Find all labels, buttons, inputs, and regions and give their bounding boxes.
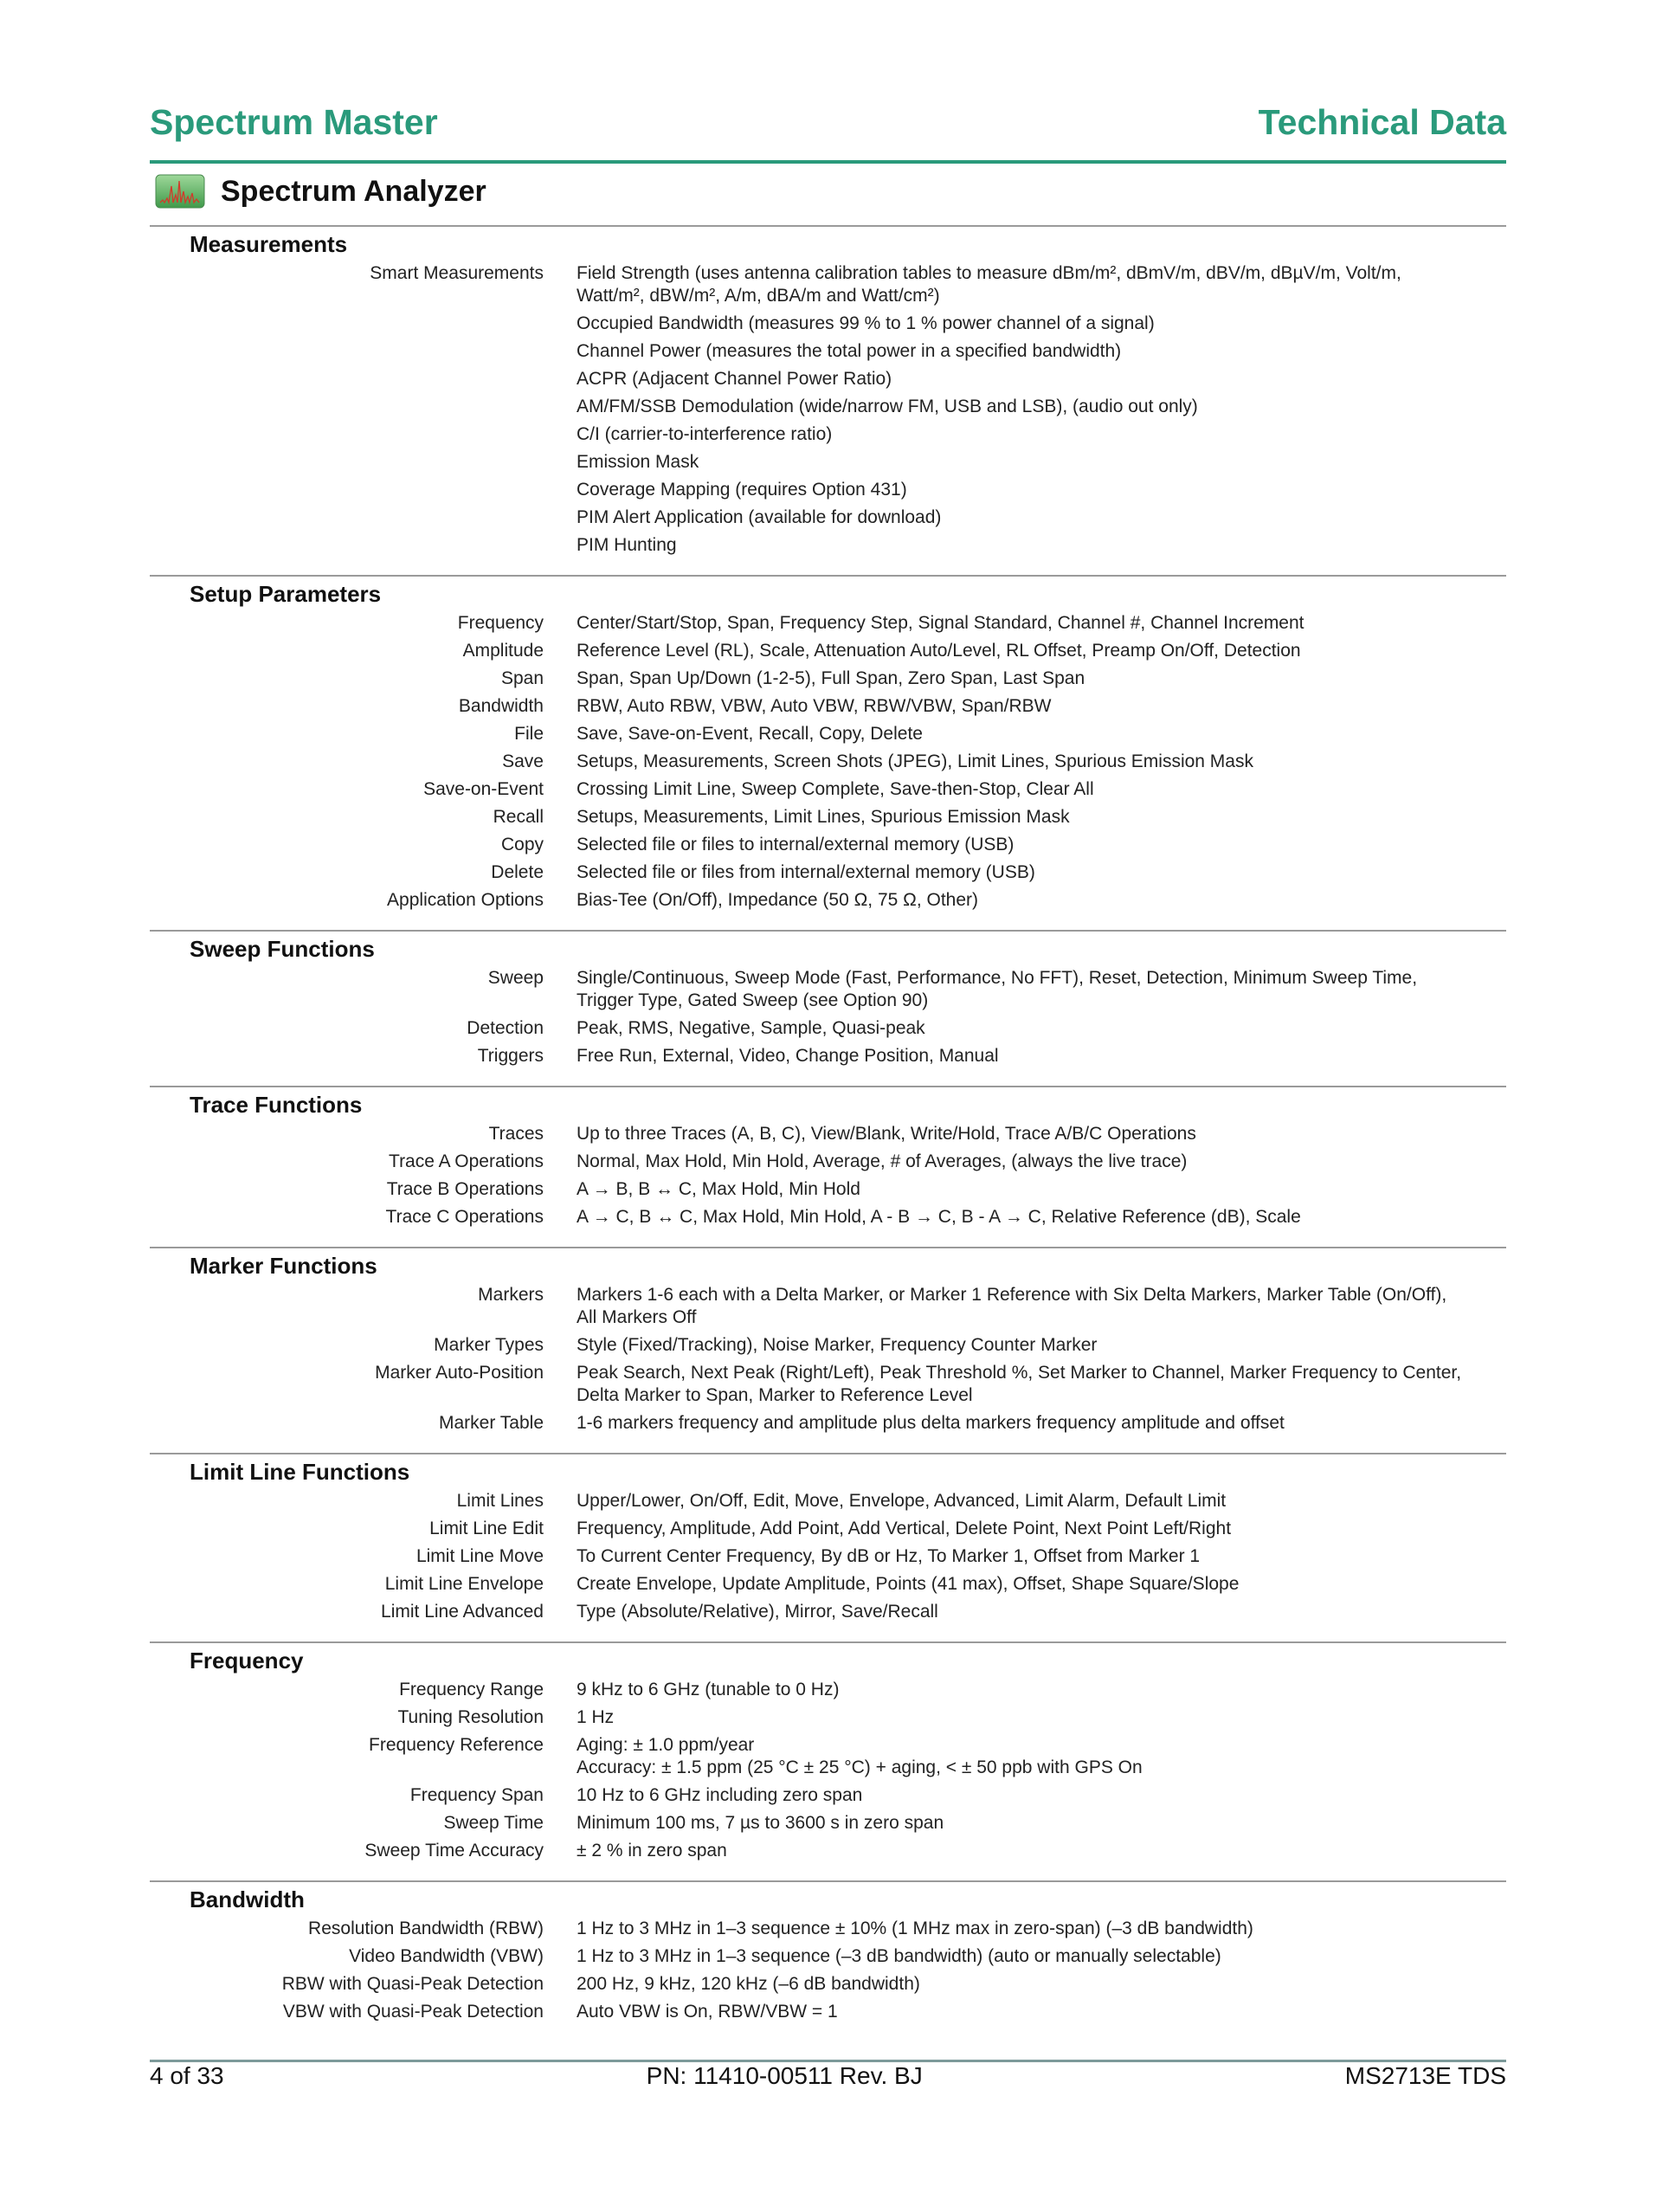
section-heading: Trace Functions xyxy=(190,1092,363,1118)
section-heading: Sweep Functions xyxy=(190,936,375,962)
spec-row xyxy=(150,1042,1506,1070)
spec-value-line: Peak Search, Next Peak (Right/Left), Peak Threshold %, Set Marker to Channel, Marker Frequency to Center, xyxy=(577,1363,1462,1383)
spec-section xyxy=(150,225,1506,575)
spec-value-line: Type (Absolute/Relative), Mirror, Save/Recall xyxy=(577,1602,938,1622)
spec-value xyxy=(577,723,923,745)
spec-value-line: Style (Fixed/Tracking), Noise Marker, Frequency Counter Marker xyxy=(577,1335,1098,1355)
spec-label: Limit Line Edit xyxy=(429,1519,544,1538)
spec-value-line: RBW, Auto RBW, VBW, Auto VBW, RBW/VBW, Span/RBW xyxy=(577,696,1052,716)
spec-label: Tuning Resolution xyxy=(397,1707,544,1727)
spec-value-line: Setups, Measurements, Screen Shots (JPEG), Limit Lines, Spurious Emission Mask xyxy=(577,751,1253,771)
spec-label: Copy xyxy=(500,835,544,854)
page-footer xyxy=(150,2061,1506,2091)
spec-row xyxy=(150,720,1506,748)
spec-label: Amplitude xyxy=(462,641,544,661)
spec-row xyxy=(150,693,1506,720)
spec-row xyxy=(150,1704,1506,1732)
spec-row xyxy=(150,1970,1506,1998)
spec-row xyxy=(150,1203,1506,1231)
spec-value-line: A → C, B ↔ C, Max Hold, Min Hold, A - B → C, B - A → C, Relative Reference (dB), Scale xyxy=(577,1207,1301,1227)
spec-section xyxy=(150,1086,1506,1247)
spec-label xyxy=(150,506,544,529)
spec-row xyxy=(150,1359,1506,1409)
spec-label xyxy=(150,534,544,557)
spec-value-line: PIM Alert Application (available for download) xyxy=(577,507,942,527)
spec-value xyxy=(577,368,892,390)
spec-value-line: Minimum 100 ms, 7 µs to 3600 s in zero span xyxy=(577,1813,944,1833)
spec-row xyxy=(150,776,1506,803)
spec-row xyxy=(150,532,1506,559)
spec-value-line: 10 Hz to 6 GHz including zero span xyxy=(577,1785,863,1805)
spec-value xyxy=(577,1945,1221,1968)
spec-value xyxy=(577,423,832,446)
spec-value-line: Delta Marker to Span, Marker to Reference Level xyxy=(577,1385,973,1405)
spec-value xyxy=(577,396,1198,418)
spec-value-line: ± 2 % in zero span xyxy=(577,1841,727,1861)
spec-value xyxy=(577,1973,920,1996)
spec-row xyxy=(150,831,1506,859)
spec-value-line: Trigger Type, Gated Sweep (see Option 90) xyxy=(577,990,929,1010)
spec-label: Sweep Time xyxy=(443,1813,544,1833)
spec-label: Marker Auto-Position xyxy=(375,1363,544,1383)
spec-label: Resolution Bandwidth (RBW) xyxy=(308,1919,544,1938)
spec-value-line: 1 Hz to 3 MHz in 1–3 sequence ± 10% (1 MHz max in zero-span) (–3 dB bandwidth) xyxy=(577,1919,1253,1938)
spec-row xyxy=(150,803,1506,831)
spec-label: VBW with Quasi-Peak Detection xyxy=(282,2002,544,2022)
spec-label: Sweep Time Accuracy xyxy=(364,1841,544,1861)
spec-value-line: Occupied Bandwidth (measures 99 % to 1 % power channel of a signal) xyxy=(577,313,1155,333)
spec-label: Limit Lines xyxy=(456,1491,544,1511)
spec-value-line: Single/Continuous, Sweep Mode (Fast, Performance, No FFT), Reset, Detection, Minimum Sweep Time, xyxy=(577,968,1418,988)
spec-value xyxy=(577,695,1052,718)
spec-value-line: Selected file or files to internal/external memory (USB) xyxy=(577,835,1015,854)
spec-row xyxy=(150,1782,1506,1809)
spec-value xyxy=(577,1918,1253,1940)
spec-row xyxy=(150,609,1506,637)
spectrum-analyzer-icon xyxy=(155,174,205,209)
spec-value xyxy=(577,1784,862,1807)
spec-value xyxy=(577,1284,1446,1329)
spec-row xyxy=(150,1148,1506,1176)
spec-value xyxy=(577,861,1035,884)
spec-label: Frequency xyxy=(457,613,544,633)
spec-value-line: Center/Start/Stop, Span, Frequency Step, Signal Standard, Channel #, Channel Increment xyxy=(577,613,1304,633)
spec-label: Application Options xyxy=(387,890,544,910)
spec-label: Save xyxy=(502,751,544,771)
spec-value xyxy=(577,1812,944,1835)
spec-value xyxy=(577,806,1070,829)
spec-value-line: Span, Span Up/Down (1-2-5), Full Span, Zero Span, Last Span xyxy=(577,668,1085,688)
spec-value-line: Frequency, Amplitude, Add Point, Add Vertical, Delete Point, Next Point Left/Right xyxy=(577,1519,1232,1538)
spec-row xyxy=(150,859,1506,887)
section-heading: Frequency xyxy=(190,1648,304,1674)
spec-value xyxy=(577,1679,839,1701)
spec-label: Sweep xyxy=(487,968,544,988)
spec-section xyxy=(150,930,1506,1086)
spec-value-line: Markers 1-6 each with a Delta Marker, or Marker 1 Reference with Six Delta Markers, Marker Table (On/Off), xyxy=(577,1285,1447,1305)
spec-row xyxy=(150,1809,1506,1837)
spec-value xyxy=(577,1706,614,1729)
spec-value-line: Bias-Tee (On/Off), Impedance (50 Ω, 75 Ω, Other) xyxy=(577,890,979,910)
spec-label: Trace A Operations xyxy=(389,1151,544,1171)
spec-value-line: A → B, B ↔ C, Max Hold, Min Hold xyxy=(577,1179,860,1199)
spec-row xyxy=(150,421,1506,448)
spec-value-line: 1 Hz xyxy=(577,1707,615,1727)
spec-value xyxy=(577,1545,1200,1568)
spec-section xyxy=(150,1453,1506,1641)
spec-table xyxy=(150,225,1506,2041)
spec-label xyxy=(150,423,544,446)
document-id: MS2713E TDS xyxy=(1344,2062,1506,2089)
spec-value xyxy=(577,1490,1226,1512)
spec-value-line: Coverage Mapping (requires Option 431) xyxy=(577,480,907,500)
spec-label: Frequency Reference xyxy=(369,1735,544,1755)
section-heading: Measurements xyxy=(190,231,348,257)
spec-value-line: 1-6 markers frequency and amplitude plus delta markers frequency amplitude and offset xyxy=(577,1413,1285,1433)
spec-label: Markers xyxy=(478,1285,544,1305)
spec-value xyxy=(577,640,1301,662)
spec-row xyxy=(150,748,1506,776)
spec-label: Marker Types xyxy=(434,1335,544,1355)
spec-value-line: Aging: ± 1.0 ppm/year xyxy=(577,1735,755,1755)
spec-value xyxy=(577,479,907,501)
spec-row xyxy=(150,637,1506,665)
spec-value-line: C/I (carrier-to-interference ratio) xyxy=(577,424,833,444)
spec-row xyxy=(150,448,1506,476)
spec-value xyxy=(577,1206,1301,1229)
spec-value xyxy=(577,778,1094,801)
spec-row xyxy=(150,504,1506,532)
spec-value xyxy=(577,1017,925,1040)
spec-value-line: Upper/Lower, On/Off, Edit, Move, Envelope, Advanced, Limit Alarm, Default Limit xyxy=(577,1491,1227,1511)
spec-label: RBW with Quasi-Peak Detection xyxy=(281,1974,544,1994)
spec-row xyxy=(150,260,1506,310)
spec-value-line: Create Envelope, Update Amplitude, Points (41 max), Offset, Shape Square/Slope xyxy=(577,1574,1240,1594)
spec-value xyxy=(577,612,1304,635)
spec-value xyxy=(577,1045,999,1067)
page-header xyxy=(150,102,1506,143)
spec-label: Triggers xyxy=(477,1046,544,1066)
spec-row xyxy=(150,1543,1506,1570)
spec-value-line: All Markers Off xyxy=(577,1307,697,1327)
spec-value xyxy=(577,2001,838,2023)
spec-value xyxy=(577,1573,1239,1596)
product-title: Spectrum Master xyxy=(150,102,438,142)
spec-row xyxy=(150,476,1506,504)
spec-label: Span xyxy=(500,668,544,688)
spec-row xyxy=(150,365,1506,393)
spec-value xyxy=(577,834,1014,856)
section-heading: Bandwidth xyxy=(190,1886,305,1912)
spec-label: Bandwidth xyxy=(458,696,544,716)
spec-row xyxy=(150,665,1506,693)
spec-label: Limit Line Advanced xyxy=(381,1602,544,1622)
spec-value-line: Emission Mask xyxy=(577,452,699,472)
spec-row xyxy=(150,887,1506,914)
spec-label xyxy=(150,396,544,418)
spec-row xyxy=(150,1837,1506,1865)
spec-value xyxy=(577,1840,727,1862)
spec-row xyxy=(150,1515,1506,1543)
page-number: 4 of 33 xyxy=(150,2062,224,2089)
spec-row xyxy=(150,1915,1506,1943)
spec-label: Detection xyxy=(467,1018,544,1038)
spec-row xyxy=(150,310,1506,338)
spec-value xyxy=(577,1123,1196,1145)
spec-value xyxy=(577,506,941,529)
header-divider xyxy=(150,160,1506,164)
spec-label: Trace C Operations xyxy=(385,1207,544,1227)
spec-label xyxy=(150,368,544,390)
spec-label xyxy=(150,479,544,501)
spec-row xyxy=(150,1409,1506,1437)
spec-label: Video Bandwidth (VBW) xyxy=(349,1946,544,1966)
spec-value xyxy=(577,1412,1285,1435)
spec-label: Limit Line Envelope xyxy=(384,1574,544,1594)
spec-label: Save-on-Event xyxy=(423,779,544,799)
spec-section xyxy=(150,1247,1506,1453)
spec-row xyxy=(150,964,1506,1015)
spec-label: Limit Line Move xyxy=(416,1546,544,1566)
spec-value xyxy=(577,967,1417,1012)
spec-label: Frequency Span xyxy=(409,1785,544,1805)
spec-label: Marker Table xyxy=(439,1413,544,1433)
spec-value xyxy=(577,1734,1143,1779)
spec-row xyxy=(150,1676,1506,1704)
spec-value xyxy=(577,1334,1097,1357)
spec-row xyxy=(150,1943,1506,1970)
spec-row xyxy=(150,393,1506,421)
spec-value xyxy=(577,340,1121,363)
spec-value-line: Setups, Measurements, Limit Lines, Spurious Emission Mask xyxy=(577,807,1070,827)
spec-value-line: 1 Hz to 3 MHz in 1–3 sequence (–3 dB bandwidth) (auto or manually selectable) xyxy=(577,1946,1221,1966)
spec-label xyxy=(150,313,544,335)
spec-label: Delete xyxy=(491,862,544,882)
spec-value xyxy=(577,313,1155,335)
spec-row xyxy=(150,1998,1506,2026)
spec-label xyxy=(150,451,544,474)
document-type-title: Technical Data xyxy=(1258,102,1506,142)
spec-value-line: Watt/m², dBW/m², A/m, dBA/m and Watt/cm²) xyxy=(577,286,940,306)
spec-value-line: Accuracy: ± 1.5 ppm (25 °C ± 25 °C) + aging, < ± 50 ppb with GPS On xyxy=(577,1757,1143,1777)
spec-label: Trace B Operations xyxy=(386,1179,544,1199)
spec-label xyxy=(150,340,544,363)
spec-value-line: AM/FM/SSB Demodulation (wide/narrow FM, USB and LSB), (audio out only) xyxy=(577,397,1198,416)
spec-section xyxy=(150,1641,1506,1880)
spec-value-line: Auto VBW is On, RBW/VBW = 1 xyxy=(577,2002,838,2022)
spec-value-line: Selected file or files from internal/external memory (USB) xyxy=(577,862,1035,882)
spec-row xyxy=(150,1570,1506,1598)
spec-value-line: PIM Hunting xyxy=(577,535,677,555)
spec-row xyxy=(150,1176,1506,1203)
section-heading: Limit Line Functions xyxy=(190,1459,410,1485)
spec-label: Traces xyxy=(488,1124,544,1144)
spec-value xyxy=(577,1518,1231,1540)
spec-value xyxy=(577,1151,1187,1173)
spec-value-line: 200 Hz, 9 kHz, 120 kHz (–6 dB bandwidth) xyxy=(577,1974,920,1994)
spec-section xyxy=(150,575,1506,930)
spec-value-line: Field Strength (uses antenna calibration tables to measure dBm/m², dBmV/m, dBV/m, dBµV/m, Volt/m, xyxy=(577,263,1401,283)
spec-value xyxy=(577,1601,938,1623)
spec-value xyxy=(577,889,978,912)
spec-section xyxy=(150,1880,1506,2041)
spec-value-line: To Current Center Frequency, By dB or Hz, To Marker 1, Offset from Marker 1 xyxy=(577,1546,1201,1566)
spec-value-line: Peak, RMS, Negative, Sample, Quasi-peak xyxy=(577,1018,925,1038)
section-title: Spectrum Analyzer xyxy=(221,174,486,208)
part-number: PN: 11410-00511 Rev. BJ xyxy=(646,2062,923,2089)
spec-value xyxy=(577,751,1253,773)
spec-label: Smart Measurements xyxy=(370,263,544,283)
spec-value-line: 9 kHz to 6 GHz (tunable to 0 Hz) xyxy=(577,1680,840,1699)
spec-value-line: Crossing Limit Line, Sweep Complete, Save-then-Stop, Clear All xyxy=(577,779,1094,799)
spec-row xyxy=(150,338,1506,365)
spec-value-line: Save, Save-on-Event, Recall, Copy, Delete xyxy=(577,724,923,744)
spec-row xyxy=(150,1598,1506,1626)
spec-value-line: Free Run, External, Video, Change Position, Manual xyxy=(577,1046,999,1066)
spec-label: Frequency Range xyxy=(399,1680,544,1699)
spec-value-line: ACPR (Adjacent Channel Power Ratio) xyxy=(577,369,892,389)
spec-label: Recall xyxy=(493,807,544,827)
spec-row xyxy=(150,1120,1506,1148)
spec-value-line: Up to three Traces (A, B, C), View/Blank, Write/Hold, Trace A/B/C Operations xyxy=(577,1124,1196,1144)
spec-row xyxy=(150,1487,1506,1515)
spec-value-line: Reference Level (RL), Scale, Attenuation Auto/Level, RL Offset, Preamp On/Off, Detection xyxy=(577,641,1301,661)
spec-value xyxy=(577,534,677,557)
spec-value xyxy=(577,1178,860,1201)
spec-value xyxy=(577,1362,1461,1407)
spec-label: File xyxy=(514,724,544,744)
spec-value xyxy=(577,667,1085,690)
section-header xyxy=(155,174,486,209)
spec-value-line: Channel Power (measures the total power in a specified bandwidth) xyxy=(577,341,1122,361)
spec-row xyxy=(150,1332,1506,1359)
section-heading: Marker Functions xyxy=(190,1253,377,1279)
spec-value-line: Normal, Max Hold, Min Hold, Average, # of Averages, (always the live trace) xyxy=(577,1151,1188,1171)
spec-row xyxy=(150,1732,1506,1782)
spec-row xyxy=(150,1281,1506,1332)
spec-row xyxy=(150,1015,1506,1042)
spec-value xyxy=(577,262,1401,307)
spec-value xyxy=(577,451,699,474)
section-heading: Setup Parameters xyxy=(190,581,382,607)
